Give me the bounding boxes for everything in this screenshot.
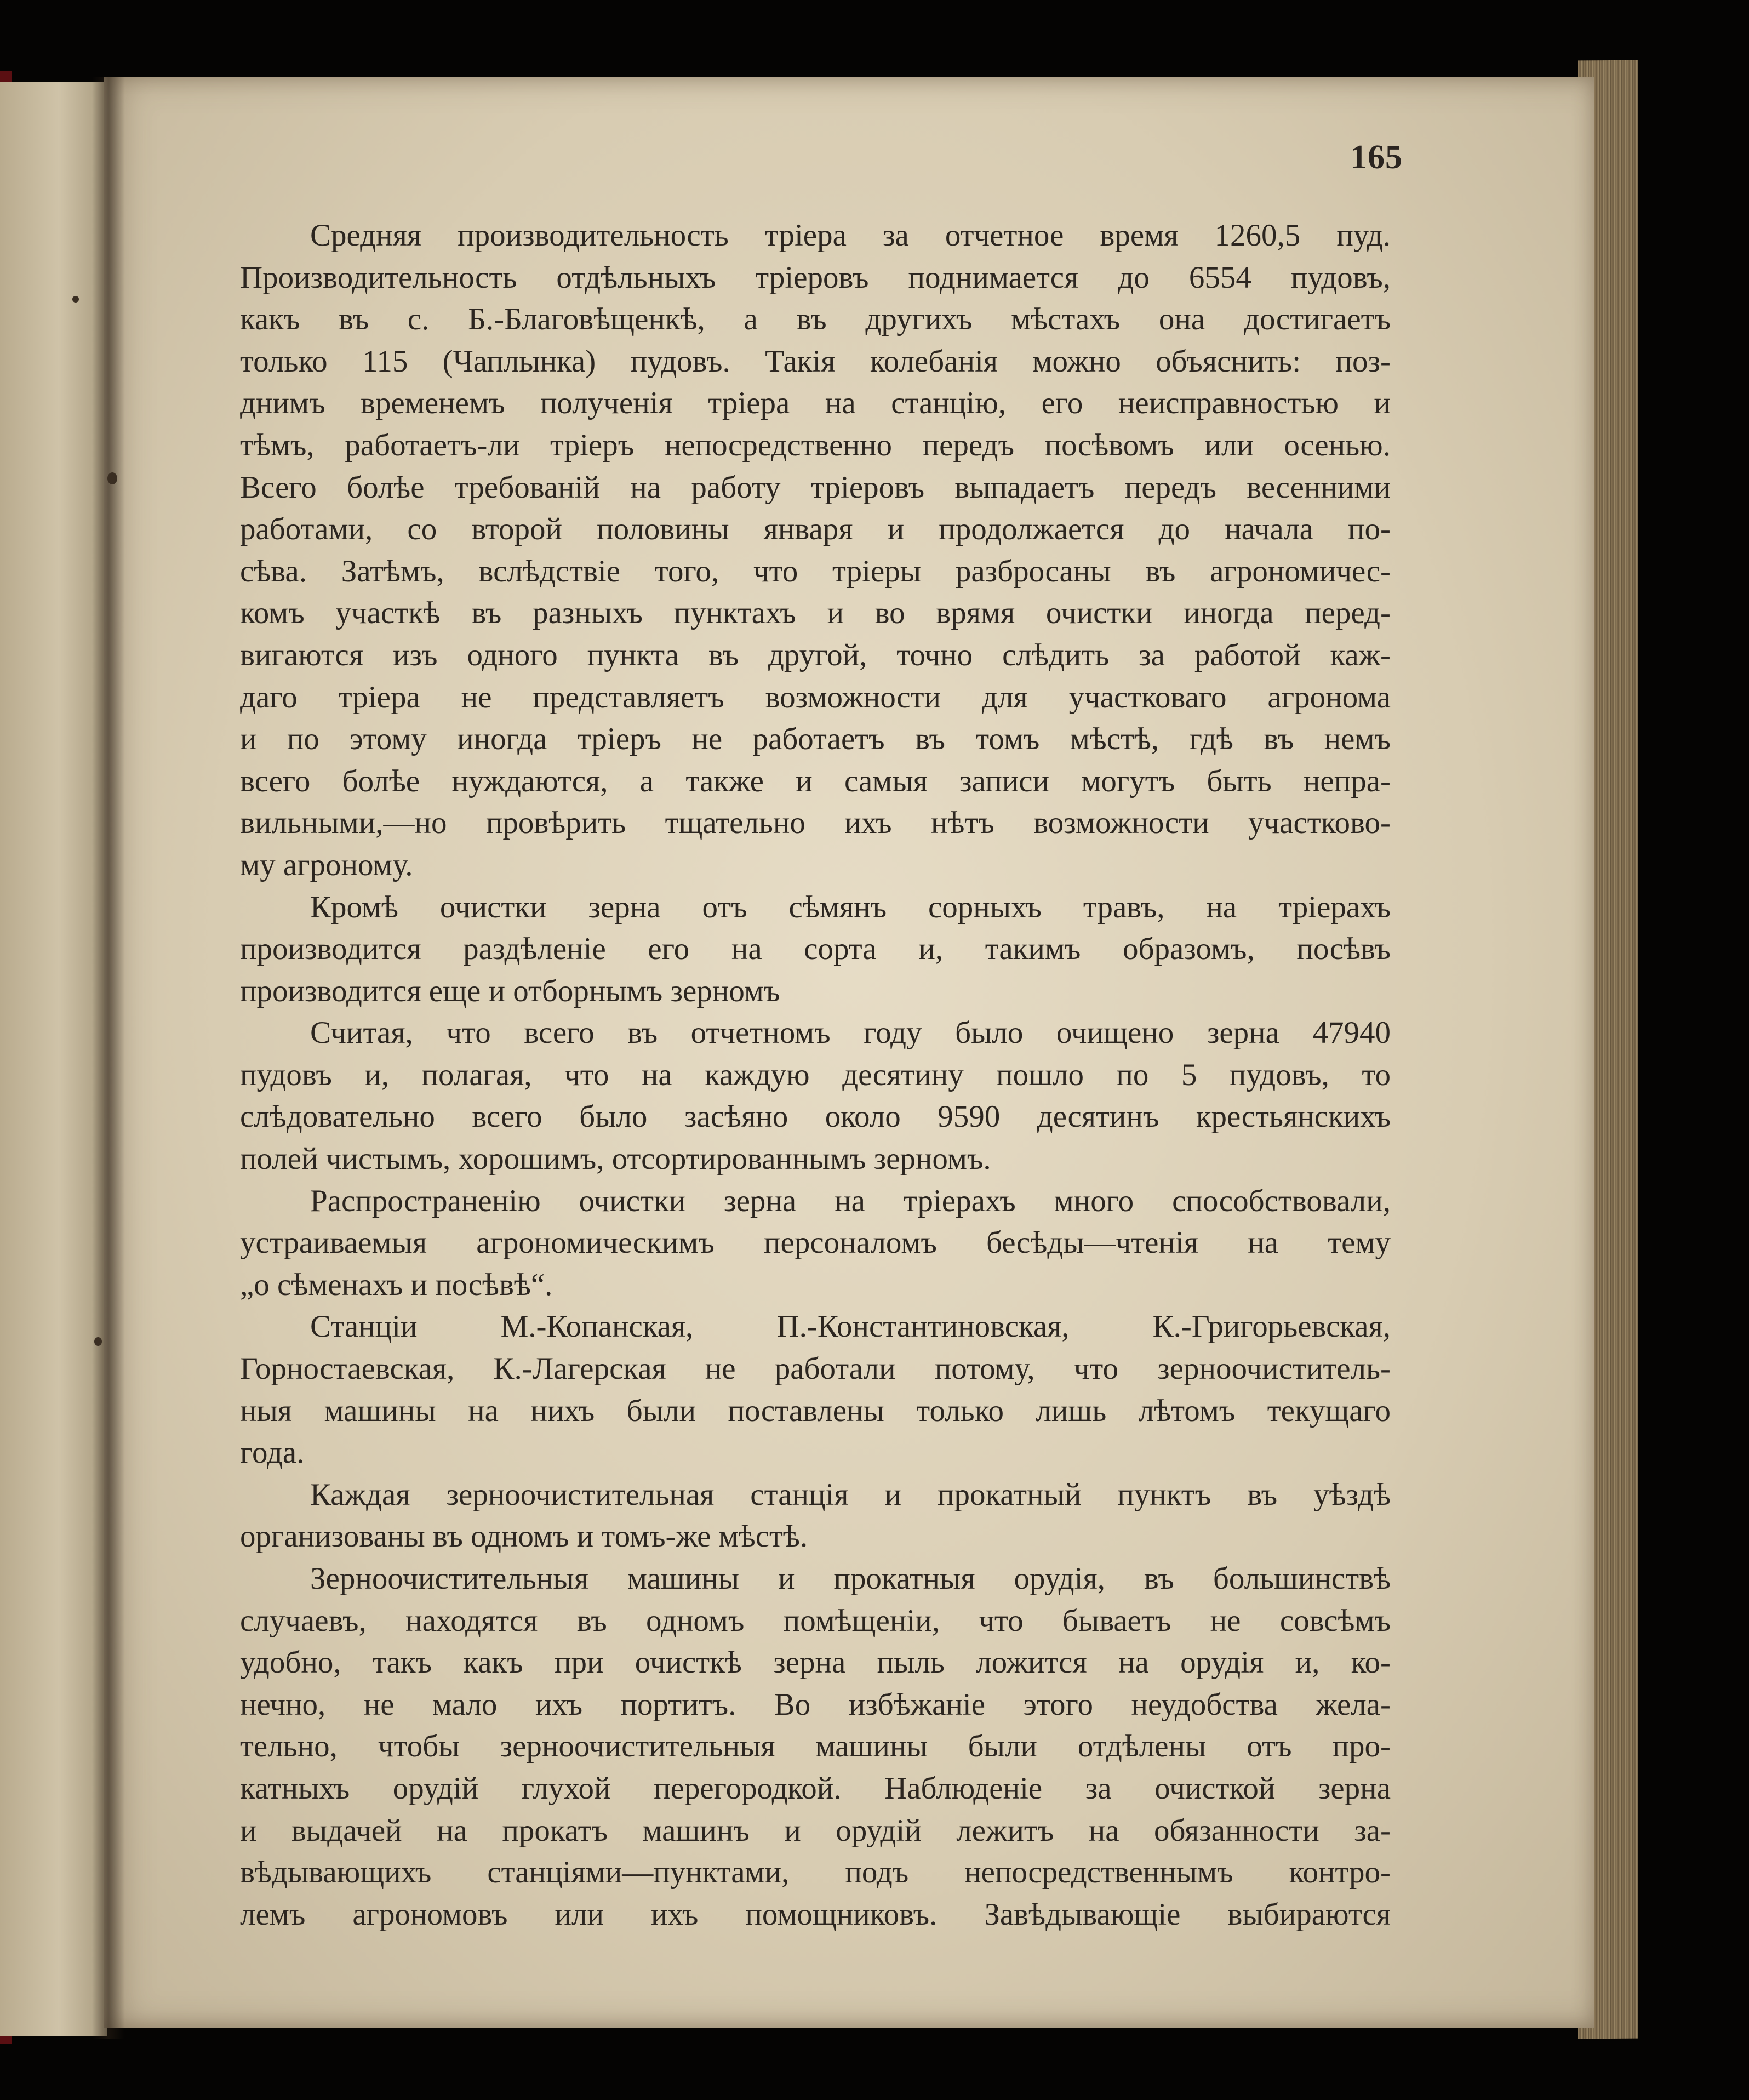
text-line: нечно, не мало ихъ портитъ. Во избѣжаніе этого неудобства жела-: [240, 1687, 1391, 1722]
text-line: вѣдывающихъ станціями—пунктами, подъ непосредственнымъ контро-: [240, 1855, 1391, 1890]
text-line: пудовъ и, полагая, что на каждую десятину пошло по 5 пудовъ, то: [240, 1057, 1391, 1092]
text-line: Каждая зерноочистительная станція и прокатный пунктъ въ уѣздѣ: [310, 1477, 1391, 1512]
scan-fleck: [72, 296, 79, 303]
text-line: вильными,—но провѣрить тщательно ихъ нѣтъ возможности участково-: [240, 806, 1391, 841]
page-text: [240, 215, 1391, 1936]
text-line: Считая, что всего въ отчетномъ году было очищено зерна 47940: [310, 1015, 1391, 1051]
scan-fleck: [94, 1337, 102, 1346]
text-line: Средняя производительность тріера за отчетное время 1260,5 пуд.: [310, 218, 1391, 253]
text-line: тѣмъ, работаетъ-ли тріеръ непосредственно передъ посѣвомъ или осенью.: [240, 427, 1391, 463]
text-line: слѣдовательно всего было засѣяно около 9590 десятинъ крестьянскихъ: [240, 1099, 1391, 1134]
text-line: какъ въ с. Б.-Благовѣщенкѣ, а въ другихъ мѣстахъ она достигаетъ: [240, 302, 1391, 337]
text-line: производится еще и отборнымъ зерномъ: [240, 973, 780, 1008]
text-line: года.: [240, 1435, 305, 1470]
text-line: тельно, чтобы зерноочистительныя машины были отдѣлены отъ про-: [240, 1729, 1391, 1764]
text-line: „о сѣменахъ и посѣвѣ“.: [240, 1267, 553, 1302]
text-line: производится раздѣленіе его на сорта и, такимъ образомъ, посѣвъ: [240, 932, 1391, 967]
text-line: лемъ агрономовъ или ихъ помощниковъ. Завѣдывающіе выбираются: [240, 1897, 1391, 1932]
scan-fleck: [107, 472, 117, 484]
text-line: случаевъ, находятся въ одномъ помѣщеніи, что бываетъ не совсѣмъ: [240, 1603, 1391, 1638]
text-line: Кромѣ очистки зерна отъ сѣмянъ сорныхъ травъ, на тріерахъ: [310, 889, 1391, 925]
text-line: полей чистымъ, хорошимъ, отсортированнымъ зерномъ.: [240, 1142, 991, 1177]
text-line: Распространенію очистки зерна на тріерахъ много способствовали,: [310, 1183, 1391, 1218]
text-line: вигаются изъ одного пункта въ другой, точно слѣдить за работой каж-: [240, 637, 1391, 672]
text-line: устраиваемыя агрономическимъ персоналомъ бесѣды—чтенія на тему: [240, 1225, 1391, 1260]
previous-page-sliver: [0, 82, 107, 2036]
text-line: всего болѣе нуждаются, а также и самыя записи могутъ быть непра-: [240, 763, 1391, 798]
text-line: му агроному.: [240, 847, 413, 882]
text-line: и выдачей на прокатъ машинъ и орудій лежитъ на обязанности за-: [240, 1813, 1391, 1848]
text-line: работами, со второй половины января и продолжается до начала по-: [240, 512, 1391, 547]
text-line: даго тріера не представляетъ возможности для участковаго агронома: [240, 680, 1391, 715]
text-line: удобно, такъ какъ при очисткѣ зерна пыль ложится на орудія и, ко-: [240, 1645, 1391, 1680]
text-line: Станціи М.-Копанская, П.-Константиновская, К.-Григорьевская,: [310, 1309, 1391, 1344]
text-line: ныя машины на нихъ были поставлены только лишь лѣтомъ текущаго: [240, 1393, 1391, 1428]
page-number: 165: [1350, 139, 1403, 176]
text-line: комъ участкѣ въ разныхъ пунктахъ и во врямя очистки иногда перед-: [240, 596, 1391, 631]
binding-shadow: [92, 77, 125, 2039]
text-line: Производительность отдѣльныхъ тріеровъ поднимается до 6554 пудовъ,: [240, 260, 1391, 295]
text-line: и по этому иногда тріеръ не работаетъ въ томъ мѣстѣ, гдѣ въ немъ: [240, 722, 1391, 757]
text-line: катныхъ орудій глухой перегородкой. Наблюденіе за очисткой зерна: [240, 1771, 1391, 1806]
text-line: днимъ временемъ полученія тріера на станцію, его неисправностью и: [240, 386, 1391, 421]
text-line: Зерноочистительныя машины и прокатныя орудія, въ большинствѣ: [310, 1561, 1391, 1596]
text-line: Всего болѣе требованій на работу тріеровъ выпадаетъ передъ весенними: [240, 470, 1391, 505]
text-line: сѣва. Затѣмъ, вслѣдствіе того, что тріеры разбросаны въ агрономичес-: [240, 553, 1391, 589]
text-line: только 115 (Чаплынка) пудовъ. Такія колебанія можно объяснить: поз-: [240, 344, 1391, 379]
text-line: организованы въ одномъ и томъ-же мѣстѣ.: [240, 1519, 808, 1554]
text-line: Горностаевская, К.-Лагерская не работали потому, что зерноочиститель-: [240, 1351, 1391, 1386]
